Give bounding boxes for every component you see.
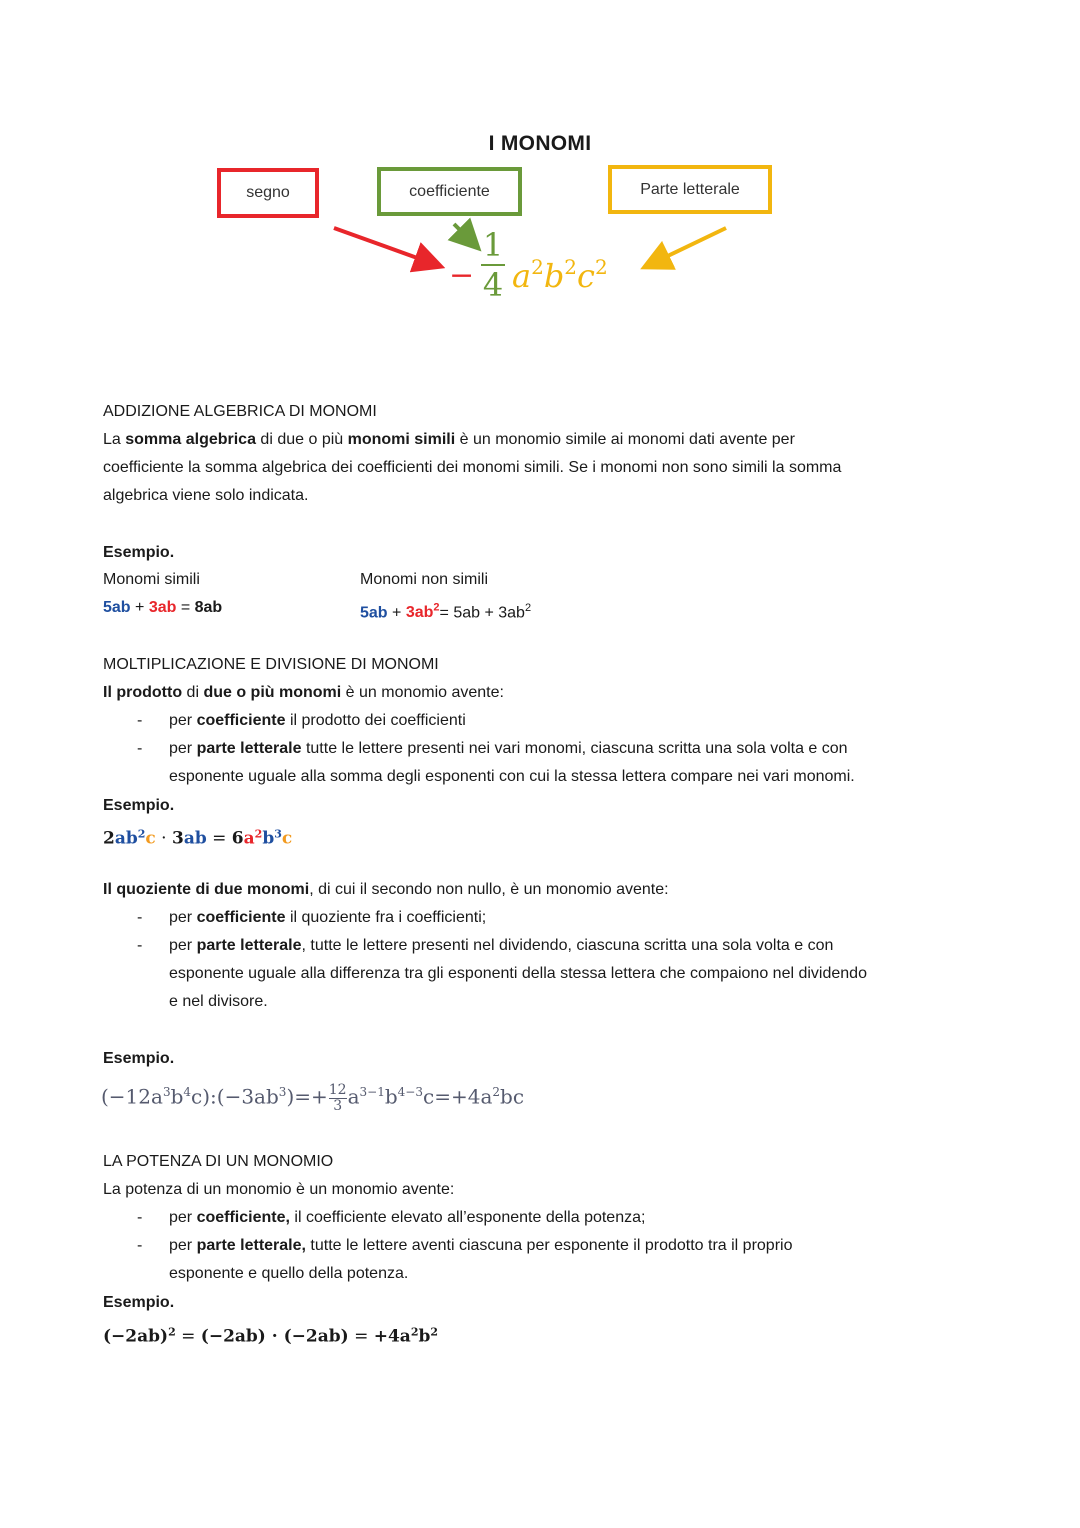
formula-coefficient-fraction (480, 228, 506, 302)
exponent-b: 2 (564, 255, 578, 279)
formula-minus-sign: − (449, 258, 475, 293)
letter-a: a (512, 257, 532, 295)
list-item: - per parte letterale, tutte le lettere aventi ciascuna per esponente il prodotto tra il proprio esponente e quello della potenza. (137, 1237, 793, 1282)
bold-term: monomi simili (347, 431, 456, 448)
multiplication-example-label: Esempio. (103, 797, 175, 814)
exponent-a: 2 (531, 255, 544, 279)
power-example: $(-2ab)^2 = (-2ab) \cdot (-2ab) = +4a^2b^2$ (103, 1325, 439, 1347)
addition-example-label: Esempio. (103, 544, 175, 561)
literal-part-label: Parte letterale (640, 180, 740, 198)
addition-heading: ADDIZIONE ALGEBRICA DI MONOMI (103, 403, 377, 420)
sign-label: segno (246, 184, 290, 201)
division-intro: Il quoziente di due monomi, di cui il secondo non nullo, è un monomio avente: (103, 881, 669, 898)
nonsimilar-example: $5ab + 3ab^2= 5ab + 3ab^2$ (360, 602, 532, 622)
list-item: - per parte letterale tutte le lettere presenti nei vari monomi, ciascuna scritta una sola volta e con esponente uguale alla somma degli esponenti con cui la stessa lettera compare nei vari monomi. (137, 740, 855, 785)
division-list (103, 904, 983, 1016)
sign-arrow (334, 228, 434, 264)
multiplication-example: $2ab^2c \cdot 3ab = 6a^2b^3c$ (103, 827, 293, 849)
fraction-numerator: 1 (482, 226, 504, 264)
page-title: I MONOMI (488, 132, 592, 155)
power-intro: La potenza di un monomio è un monomio avente: (103, 1181, 455, 1198)
multiplication-heading: MOLTIPLICAZIONE E DIVISIONE DI MONOMI (103, 656, 439, 673)
exponent-c: 2 (594, 255, 608, 279)
multiplication-intro: Il prodotto di due o più monomi è un monomio avente: (103, 684, 504, 701)
letter-b: b (543, 257, 565, 295)
similar-example: 5ab + 3ab = 8ab (103, 599, 223, 616)
formula-literal-part (512, 255, 608, 295)
division-example: $(-12a^3b^4c):(-3ab^3)=+$ $\frac{12}{3}$ $a^{3-1}b^{4-3}c=+4a^2bc$ (101, 1081, 525, 1114)
power-heading: LA POTENZA DI UN MONOMIO (103, 1153, 334, 1170)
list-item: - per coefficiente il quoziente fra i coefficienti; (137, 909, 487, 926)
list-item: - per coefficiente il prodotto dei coefficienti (137, 712, 466, 729)
coefficient-arrow (454, 224, 473, 243)
power-example-label: Esempio. (103, 1294, 175, 1311)
list-item: - per coefficiente, il coefficiente elevato all’esponente della potenza; (137, 1209, 646, 1226)
fraction-denominator: 4 (482, 266, 504, 304)
coefficient-label: coefficiente (409, 182, 490, 200)
list-item: - per parte letterale, tutte le lettere presenti nel dividendo, ciascuna scritta una sola volta e con esponente uguale alla differenza tra gli esponenti della stessa lettera che compaiono nel dividendo e nel divisore. (137, 937, 867, 1010)
nonsimilar-label: Monomi non simili (360, 571, 489, 588)
power-list (103, 1204, 983, 1288)
bold-term: somma algebrica (125, 431, 256, 448)
division-example-label: Esempio. (103, 1050, 175, 1067)
division-fraction: $\frac{12}{3}$ (328, 1081, 347, 1114)
letter-c: c (577, 257, 595, 295)
similar-label: Monomi simili (103, 571, 200, 588)
multiplication-list (103, 707, 983, 791)
literal-part-arrow (651, 228, 726, 264)
addition-paragraph: La somma algebrica di due o più monomi simili è un monomio simile ai monomi dati avente per coefficiente la somma algebrica dei coefficienti dei monomi simili. Se i monomi non sono simili la somma algebrica viene solo indicata. (103, 431, 842, 504)
